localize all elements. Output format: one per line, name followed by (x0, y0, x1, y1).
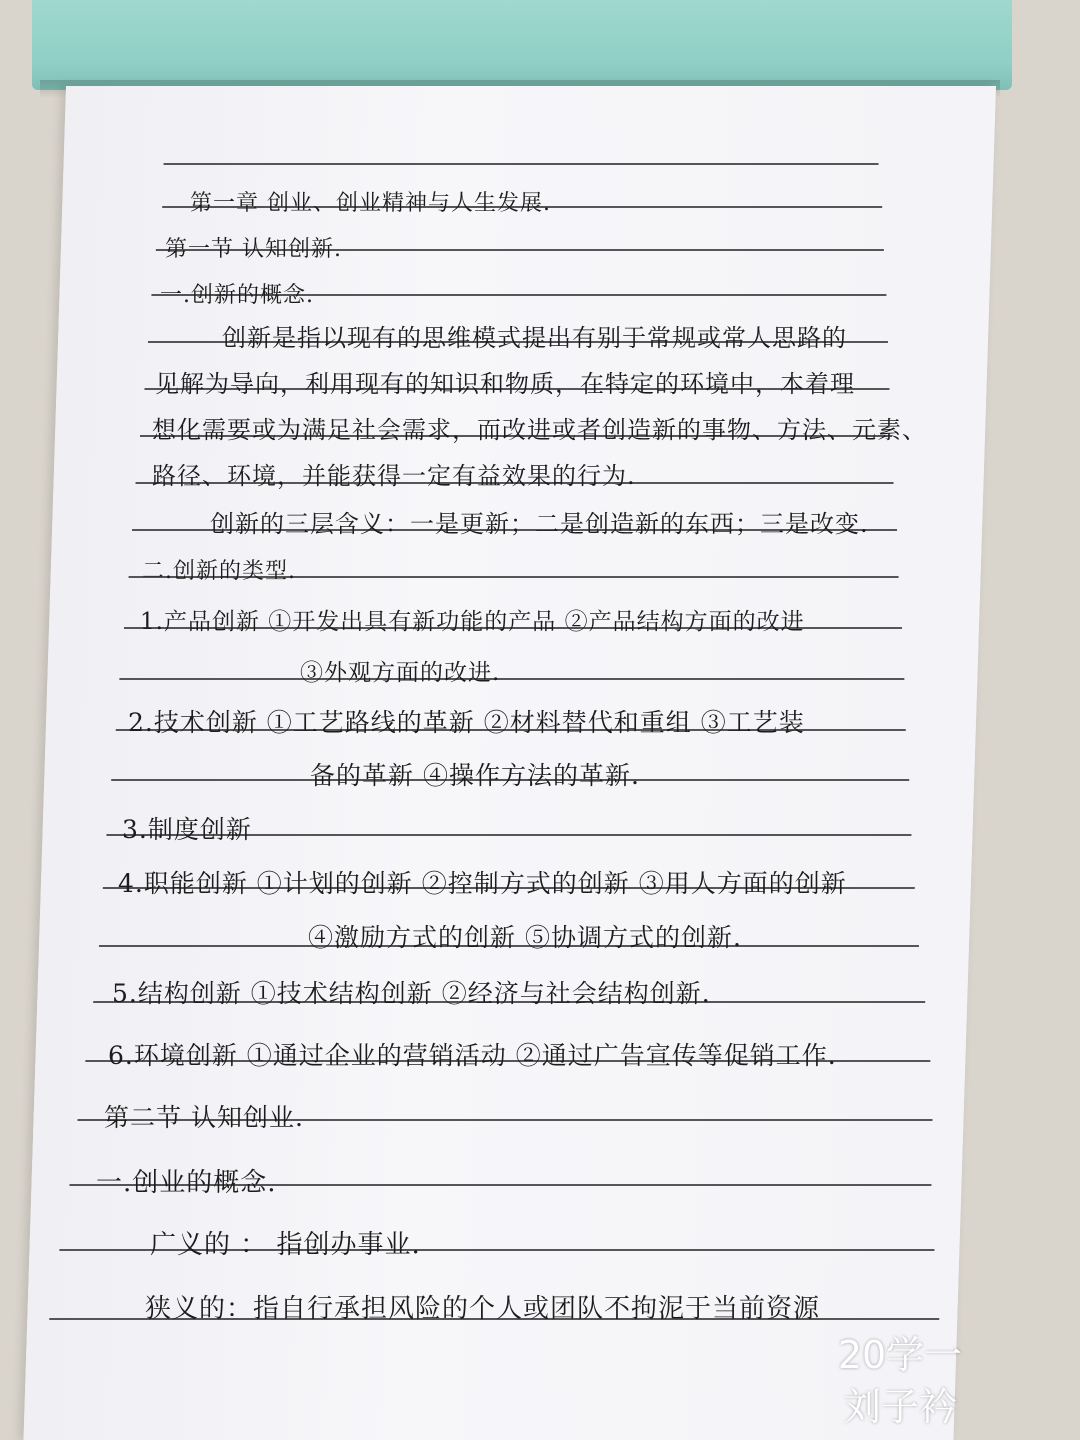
list-item: 4.职能创新 ①计划的创新 ②控制方式的创新 ③用人方面的创新 (118, 869, 847, 898)
subheading: 一.创新的概念. (160, 283, 314, 308)
list-item: 备的革新 ④操作方法的革新. (310, 761, 640, 790)
list-item: 3.制度创新 (122, 815, 252, 844)
notebook-cover (32, 0, 1012, 90)
text-line: 狭义的：指自行承担风险的个人或团队不拘泥于当前资源 (145, 1294, 821, 1324)
text-line: 路径、环境，并能获得一定有益效果的行为. (152, 462, 636, 490)
subheading: 二.创新的类型. (142, 559, 296, 584)
text-line: 想化需要或为满足社会需求，而改进或者创造新的事物、方法、元素、 (152, 416, 927, 444)
section-heading: 第一节 认知创新. (165, 237, 342, 262)
ruled-line (119, 678, 904, 680)
ruled-line (164, 163, 879, 165)
section-heading: 第二节 认知创业. (104, 1103, 304, 1132)
list-item: 1.产品创新 ①开发出具有新功能的产品 ②产品结构方面的改进 (140, 609, 805, 635)
chapter-title: 第一章 创业、创业精神与人生发展. (190, 191, 551, 216)
list-item: ④激励方式的创新 ⑤协调方式的创新. (308, 923, 742, 952)
text-line: 创新的三层含义：一是更新；二是创造新的东西；三是改变. (210, 510, 869, 538)
watermark-name: 刘子衿 (842, 1385, 957, 1429)
list-item: ③外观方面的改进. (300, 660, 501, 686)
text-line: 创新是指以现有的思维模式提出有别于常规或常人思路的 (222, 324, 847, 352)
text-line: 见解为导向，利用现有的知识和物质，在特定的环境中，本着理 (155, 370, 855, 398)
watermark-class: 20学一 (837, 1333, 963, 1377)
list-item: 5.结构创新 ①技术结构创新 ②经济与社会结构创新. (112, 979, 711, 1008)
text-line: 广义的 ： 指创办事业. (150, 1230, 421, 1260)
subheading: 一.创业的概念. (96, 1168, 277, 1198)
list-item: 6.环境创新 ①通过企业的营销活动 ②通过广告宣传等促销工作. (108, 1041, 837, 1070)
list-item: 2.技术创新 ①工艺路线的革新 ②材料替代和重组 ③工艺装 (128, 708, 805, 737)
